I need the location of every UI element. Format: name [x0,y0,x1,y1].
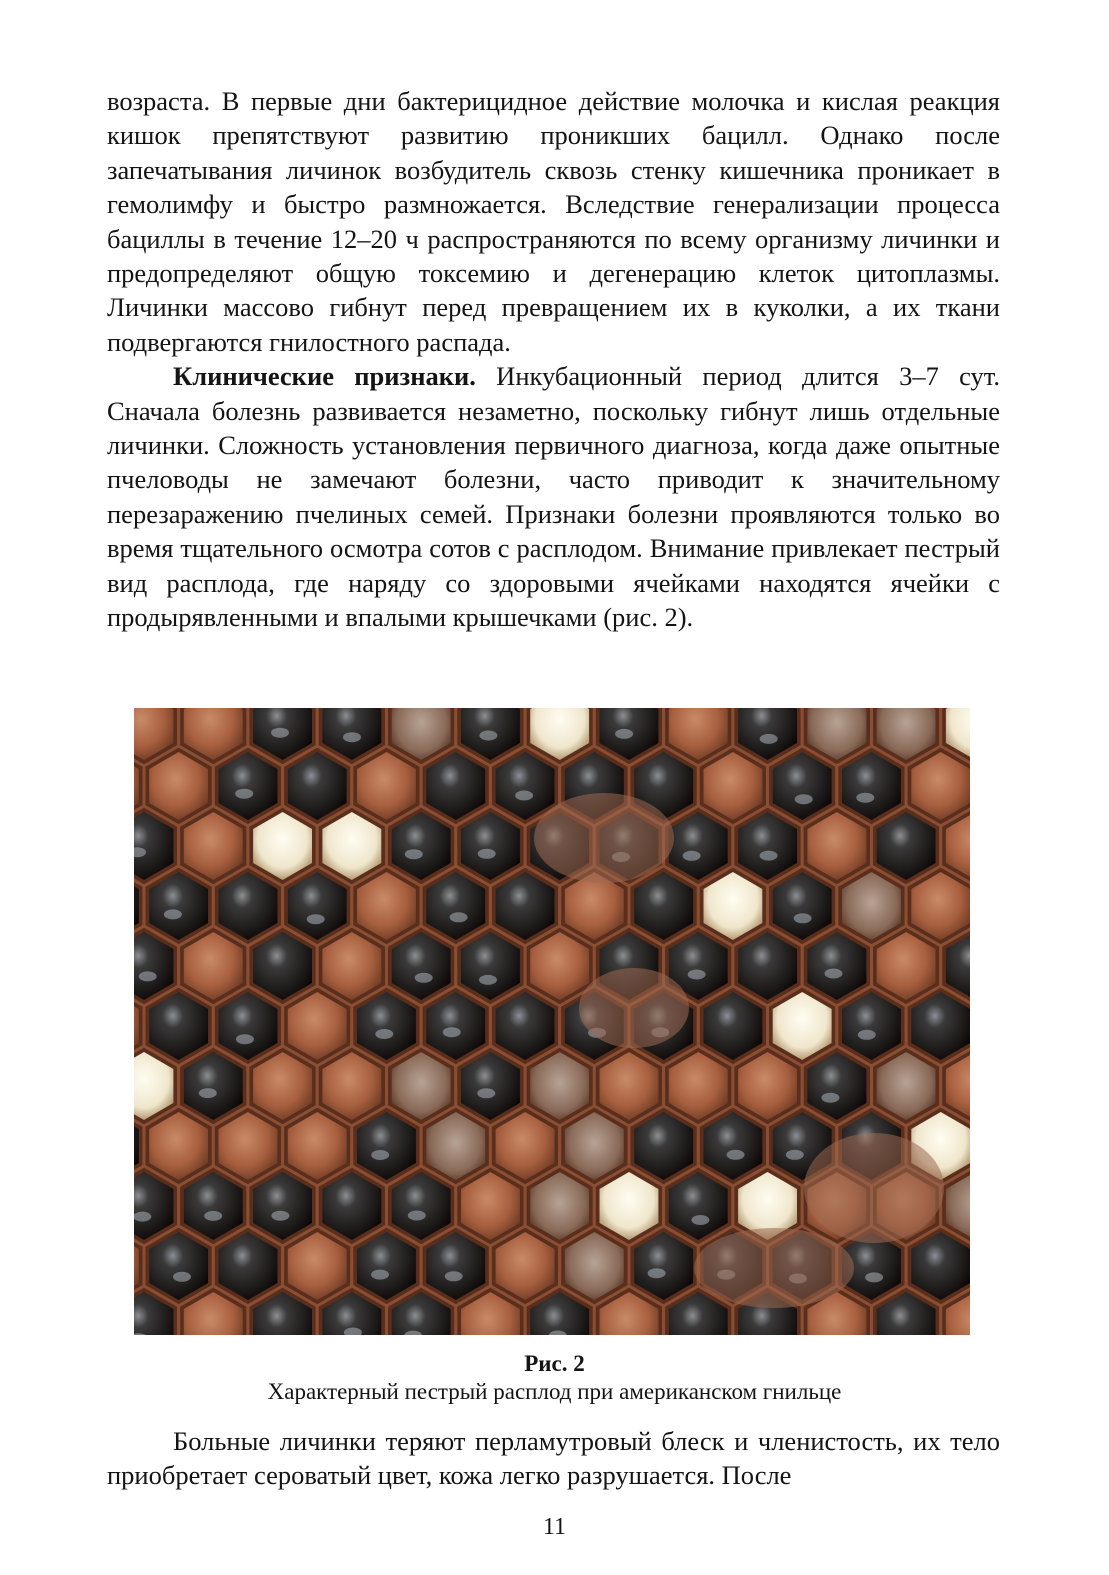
cell-glint [371,1270,389,1280]
cell-glint [479,731,497,741]
cell-glint [173,1272,191,1282]
cell-glint [795,794,813,804]
larval-residue [579,968,689,1048]
cell-glint [139,971,157,981]
cell-glint [825,969,843,979]
cell-glint [236,1034,254,1044]
cell-glint [408,1211,426,1221]
cell-glint [727,1150,745,1160]
body-text-bottom [107,1424,1000,1493]
section-heading-inline: Клинические признаки. [173,361,476,392]
honeycomb-brood-photo [134,708,970,1335]
cell-glint [760,851,778,861]
cell-glint [134,1212,151,1222]
cell-glint [204,1211,222,1221]
cell-glint [760,734,778,744]
cell-glint [688,970,706,980]
cell-glint [691,1215,709,1225]
figure-label: Рис. 2 [524,1351,585,1376]
body-text-top [107,84,1000,635]
cell-glint [415,973,433,983]
cell-glint [343,732,361,742]
larval-residue [804,1133,944,1243]
cell-glint [479,975,497,985]
cell-glint [478,849,496,859]
cell-glint [858,1030,876,1040]
cell-glint [683,851,701,861]
figure-honeycomb-photo [134,708,970,1335]
larval-residue [534,793,674,883]
paragraph-clinical-signs [107,359,1000,634]
cell-glint [371,1150,389,1160]
cell-glint [445,1271,463,1281]
cell-glint [164,909,182,919]
cell-glint [271,1211,289,1221]
cell-glint [615,729,633,739]
page-number: 11 [542,1514,567,1540]
cell-glint [199,1088,217,1098]
cell-glint [648,1268,666,1278]
cell-glint [235,789,253,799]
cell-glint [307,914,325,924]
cell-glint [450,912,468,922]
larval-residue [694,1228,854,1308]
cell-glint [375,1029,393,1039]
paragraph-continuation: возраста. В первые дни бактерицидное действие молочка и кислая реакция кишок препятствуют развитию проникших бацилл. Однако после запечатывания личинок возбудитель сквозь стенку кишечника проникает в гемолимфу и быстро размножается. Вследствие генерализации процесса бациллы в течение 12–20 ч распространяются по всему организму личинки и предопределяют общую токсемию и дегенерацию клеток цитоплазмы. Личинки массово гибнут перед превращением их в куколки, а их ткани подвергаются гнилостного распада. [107,86,1000,357]
paragraph-diseased-larvae: Больные личинки теряют перламутровый блеск и членистость, их тело приобретает сероватый цвет, кожа легко разрушается. После [107,1426,1000,1491]
cell-glint [821,1093,839,1103]
cell-glint [443,1027,461,1037]
figure-caption: Характерный пестрый расплод при американском гнильце [267,1379,842,1404]
cell-glint [405,849,423,859]
cell-glint [515,791,533,801]
cell-glint [856,793,874,803]
paragraph-clinical-signs-body: Инкубационный период длится 3–7 сут. Сначала болезнь развивается незаметно, поскольку гибнут лишь отдельные личинки. Сложность установления первичного диагноза, когда даже опытные пчеловоды не замечают болезни, часто приводит к значительному перезаражению пчелиных семей. Признаки болезни проявляются только во время тщательного осмотра сотов с расплодом. Внимание привлекает пестрый вид расплода, где наряду со здоровыми ячейками находятся ячейки с продырявленными и впалыми крышечками (рис. 2). [107,361,1000,633]
cell-glint [271,728,289,738]
cell-glint [794,913,812,923]
cell-glint [786,1150,804,1160]
cell-glint [865,1272,883,1282]
cell-glint [477,1088,495,1098]
